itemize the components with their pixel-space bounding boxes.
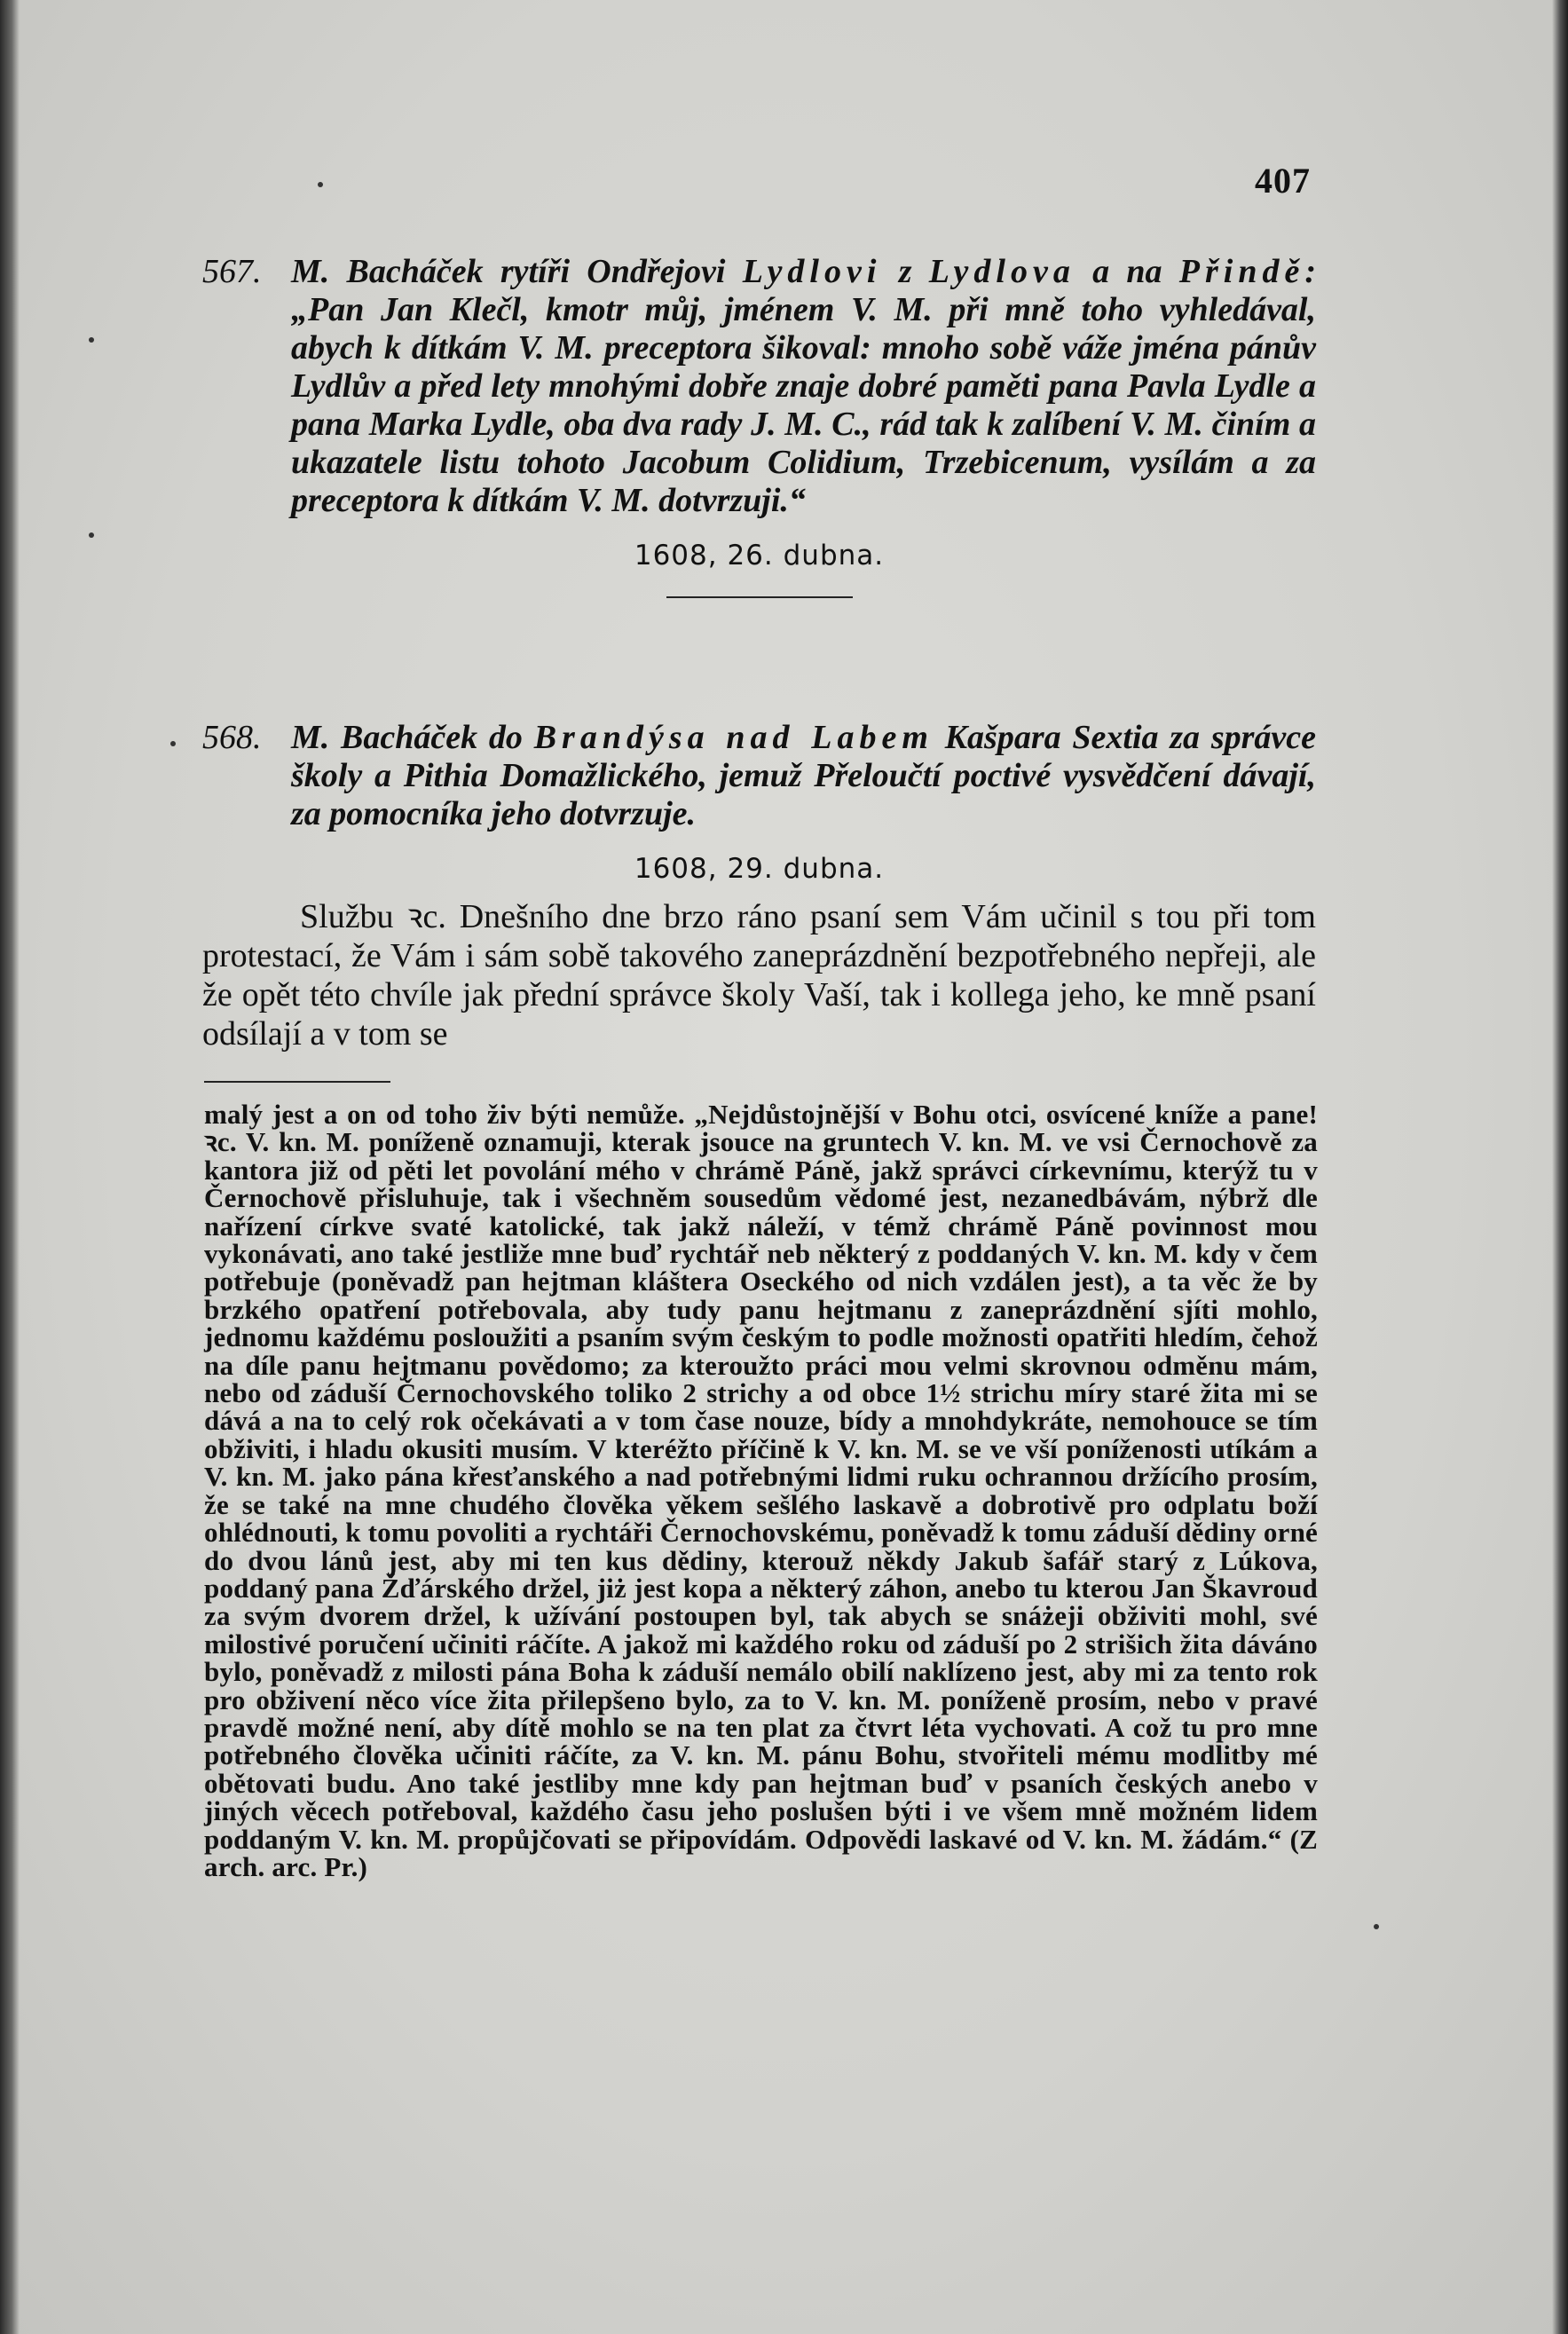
heading-text: : „Pan Jan Klečl, kmotr můj, jménem V. M. při mně toho vyhledával, abych k dítkám V. M. preceptora šikoval: mnoho sobě váže jména pánův Lydlův a před lety mnohými dobře znaje dobré paměti pana Pavla Lydle a pana Marka Lydle, oba dva rady J. M. C., rád tak k zalíbení V. M. činím a ukazatele listu tohoto Jacobum Colidium, Trzebicenum, vysílám a za preceptora k dítkám V. M. dotvrzuji.“: [291, 253, 1316, 519]
heading-place-spaced: Lydlova: [928, 253, 1076, 290]
heading-place-spaced: Brandýsa nad Labem: [533, 719, 934, 756]
entry-heading: [202, 719, 1316, 833]
footnote-rule: [204, 1081, 390, 1083]
entry-date: 1608, 26. dubna.: [634, 540, 885, 572]
letter-body-text: Službu ꝛc. Dnešního dne brzo ráno psaní sem Vám učinil s tou při tom protestací, že Vám i sám sobě takového zaneprázdnění bezpotřebného nepřeji, ale že opět této chvíle jak přední správce školy Vaší, tak i kollega jeho, ke mně psaní odsílají a v tom se: [202, 898, 1316, 1053]
print-speck: [1374, 1924, 1379, 1929]
page-number: 407: [1255, 161, 1311, 201]
heading-text: z: [881, 253, 929, 290]
entry-heading: [202, 253, 1316, 520]
footnote: malý jest a on od toho živ býti nemůže. „Nejdůstojnější v Bohu otci, osvícené kníže a pane! ꝛc. V. kn. M. poníženě oznamuji, kterak jsouce na gruntech V. kn. M. ve vsi Černochově za kantora již od pěti let povolání mého v chrámě Páně, jakž správci církevnímu, kterýž tu v Černochově přisluhuje, tak i všechněm sousedům vědomé jest, nezanedbávám, nýbrž dle nařízení církve svaté katolické, tak jakž náleží, v témž chrámě Páně povinnost mou vykonávati, ano také jestliže mne buď rychtář neb některý z poddaných V. kn. M. kdy v čem potřebuje (poněvadž pan hejtman kláštera Oseckého od nich vzdálen jest), a ta věc že by brzkého opatření potřebovala, aby tudy panu hejtmanu z zaneprázdnění sjíti mohlo, jednomu každému posloužiti a psaním svým českým to podle možnosti opatřiti hledím, čehož na díle panu hejtmanu povědomo; za kteroužto práci mou velmi skrovnou odměnu mám, nebo od záduší Černochovského toliko 2 strichy a od obce 1½ strichu míry staré žita mi se dává a na to celý rok očekávati a v tom čase nouze, bídy a mnohdykráte, nemohouce se tím obživiti, i hladu okusiti musím. V kteréžto příčině k V. kn. M. se ve vší poníženosti utíkám a V. kn. M. jako pána křesťanského a nad potřebnými lidmi ruku ochrannou držícího prosím, že se také na mne chudého člověka věkem sešlého laskavě a dobrotivě pro odplatu boží ohlédnouti, k tomu povoliti a rychtáři Černochovskému, poněvadž k tomu záduší dědiny orné do dvou lánů jest, aby mi ten kus dědiny, kterouž někdy Jakub šafář starý z Lúkova, poddaný pana Žďárského držel, jiż jest kopa a některý záhon, anebo tu kterou Jan Škavroud za svým dvorem držel, k užívání postoupen byl, tak abych se snáżeji obživiti mohl, své milostivé poručení učiniti ráčíte. A jakož mi každého roku od záduší po 2 strišich žita dáváno bylo, poněvadž z milosti pána Boha k záduší nemálo obilí naklízeno jest, aby mi za tento rok pro obživení něco více žita přilepšeno bylo, za to V. kn. M. poníženě prosím, nebo v pravé pravdě možné není, aby dítě mohlo se na ten plat za čtvrt léta vychovati. A což tu pro mne potřebného člověka učiniti ráčíte, za V. kn. M. pánu Bohu, stvořiteli mému modlitby mé obětovati budu. Ano také jestliby mne kdy pan hejtman buď v psaních českých anebo v jiných věcech potřeboval, každého času jeho poslušen býti i ve všem mně možném lidem poddaným V. kn. M. propůjčovati se připovídám. Odpovědi laskavé od V. kn. M. žádám.“ (Z arch. arc. Pr.): [204, 1099, 1318, 1882]
section-divider: [666, 596, 853, 598]
heading-name-spaced: Lydlovi: [742, 253, 882, 290]
heading-text: Kašpara Sextia za správce školy a Pithia Domažlického, jemuž Přeloučtí poctivé vysvědčení dávají, za pomocníka jeho dotvrzuje.: [291, 719, 1316, 832]
entry-567: [202, 253, 1316, 598]
entry-number: 568.: [202, 719, 262, 756]
entry-date: 1608, 29. dubna.: [634, 853, 885, 885]
heading-place-spaced: Přindě: [1178, 253, 1305, 290]
print-speck: [318, 182, 323, 187]
print-speck: [89, 337, 94, 343]
heading-text: M. Bacháček rytíři Ondřejovi: [291, 253, 743, 290]
heading-text: a na: [1075, 253, 1179, 290]
page-edge-shadow-left: [0, 0, 20, 2334]
page-edge-shadow-right: [1552, 0, 1568, 2334]
print-speck: [89, 532, 94, 538]
heading-text: M. Bacháček do: [291, 719, 534, 756]
print-speck: [170, 741, 176, 746]
letter-body: [202, 897, 1316, 1053]
entry-568: [202, 719, 1316, 1053]
entry-number: 567.: [202, 253, 262, 290]
